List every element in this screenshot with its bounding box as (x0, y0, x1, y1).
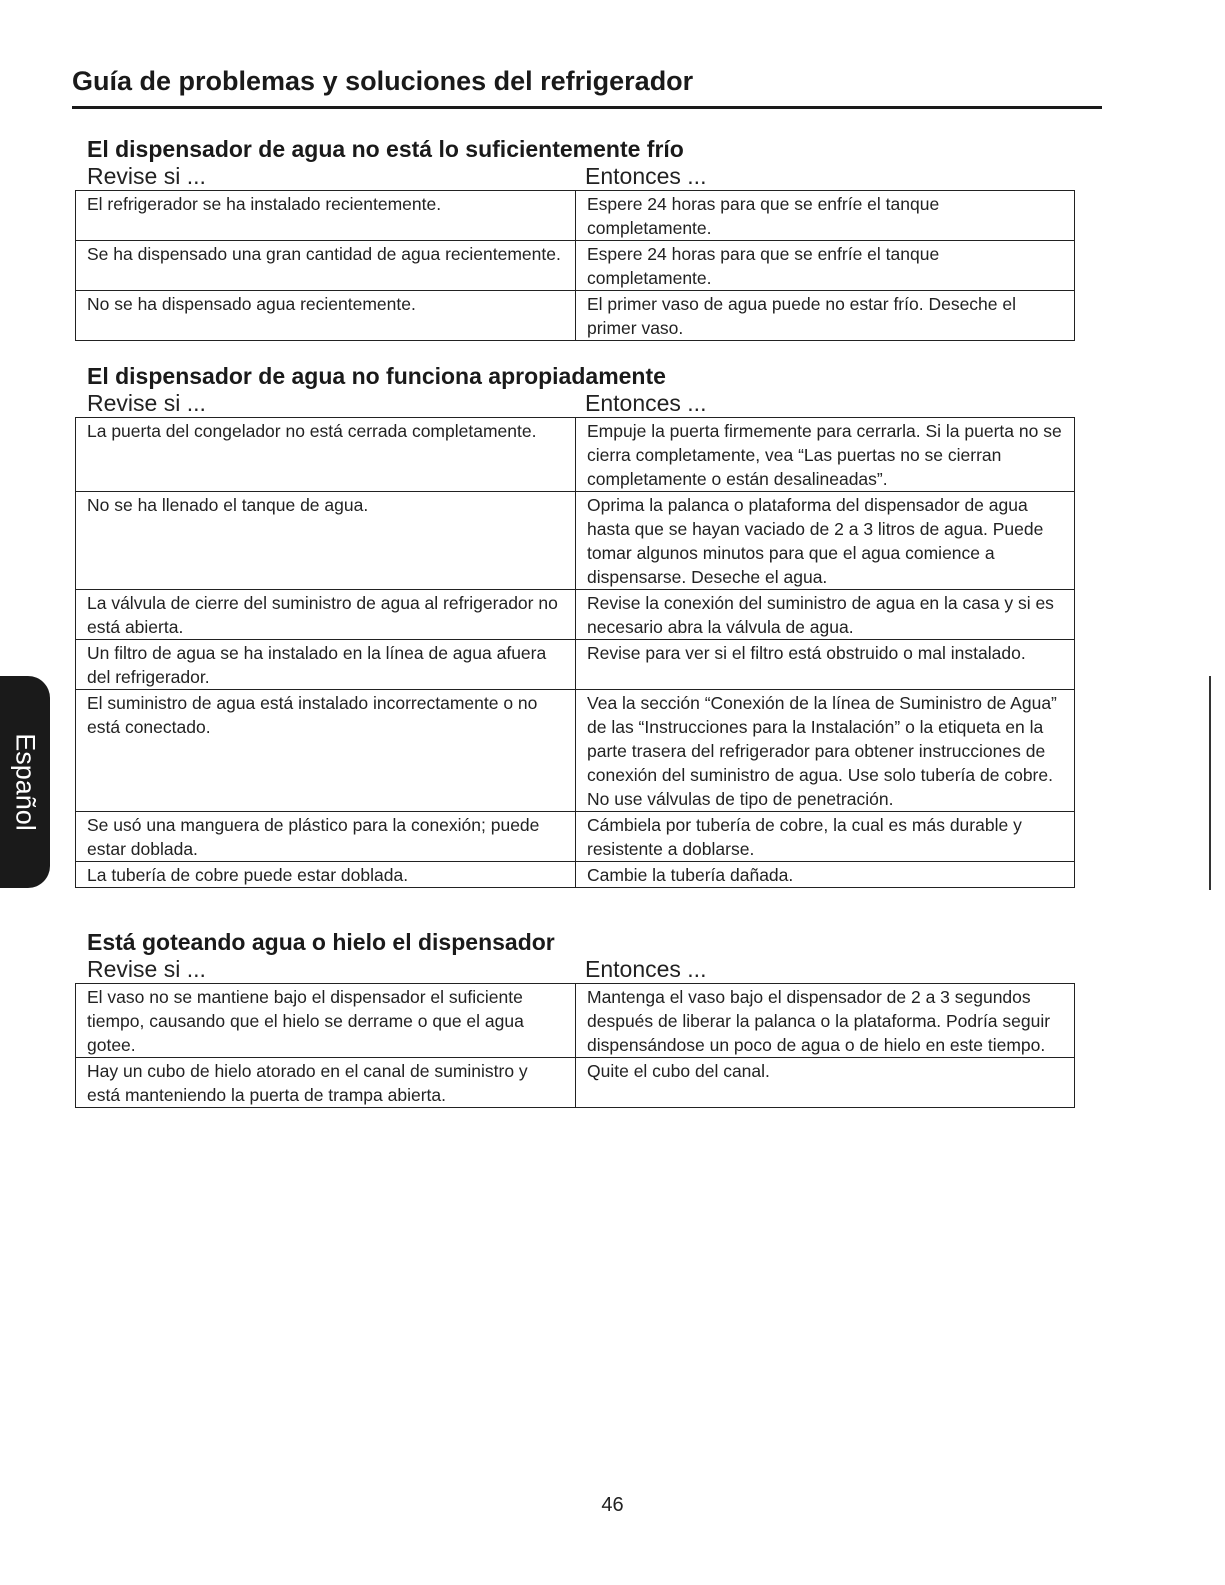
check-cell: Hay un cubo de hielo atorado en el canal de suministro y está manteniendo la puerta de trampa abierta. (76, 1058, 576, 1108)
section-not-working (75, 363, 1075, 888)
section-leaking (75, 929, 1075, 1108)
table-row (76, 241, 1075, 291)
table-row (76, 690, 1075, 812)
table-row (76, 1058, 1075, 1108)
page-title: Guía de problemas y soluciones del refrigerador (72, 66, 694, 96)
check-cell: La puerta del congelador no está cerrada completamente. (76, 418, 576, 492)
table-row (76, 418, 1075, 492)
title-rule (72, 106, 1102, 109)
column-header-solution: Entonces ... (585, 956, 707, 982)
column-header-check: Revise si ... (87, 390, 206, 416)
page-number: 46 (601, 1494, 624, 1516)
check-cell: No se ha dispensado agua recientemente. (76, 291, 576, 341)
table-row (76, 640, 1075, 690)
check-cell: El suministro de agua está instalado incorrectamente o no está conectado. (76, 690, 576, 812)
table-row (76, 812, 1075, 862)
solution-cell: Oprima la palanca o plataforma del dispensador de agua hasta que se hayan vaciado de 2 a 3 litros de agua. Puede tomar algunos minutos para que el agua comience a dispensarse. Deseche el agua. (576, 492, 1075, 590)
solution-cell: Mantenga el vaso bajo el dispensador de 2 a 3 segundos después de liberar la palanca o la plataforma. Podría seguir dispensándose un poco de agua o de hielo en este tiempo. (576, 984, 1075, 1058)
check-cell: La tubería de cobre puede estar doblada. (76, 862, 576, 888)
column-header-check: Revise si ... (87, 956, 206, 982)
solution-cell: Empuje la puerta firmemente para cerrarla. Si la puerta no se cierra completamente, vea “Las puertas no se cierran completamente o están desalineadas”. (576, 418, 1075, 492)
check-cell: Se ha dispensado una gran cantidad de agua recientemente. (76, 241, 576, 291)
section-heading: Está goteando agua o hielo el dispensador (87, 929, 555, 955)
check-cell: Se usó una manguera de plástico para la conexión; puede estar doblada. (76, 812, 576, 862)
check-cell: El refrigerador se ha instalado recientemente. (76, 191, 576, 241)
solution-cell: Espere 24 horas para que se enfríe el tanque completamente. (576, 241, 1075, 291)
check-cell: El vaso no se mantiene bajo el dispensador el suficiente tiempo, causando que el hielo se derrame o que el agua gotee. (76, 984, 576, 1058)
table-row (76, 590, 1075, 640)
table-row (76, 191, 1075, 241)
column-headers (75, 956, 1075, 983)
check-cell: Un filtro de agua se ha instalado en la línea de agua afuera del refrigerador. (76, 640, 576, 690)
troubleshooting-table (75, 417, 1075, 888)
solution-cell: Cambie la tubería dañada. (576, 862, 1075, 888)
solution-cell: Cámbiela por tubería de cobre, la cual es más durable y resistente a doblarse. (576, 812, 1075, 862)
solution-cell: Vea la sección “Conexión de la línea de Suministro de Agua” de las “Instrucciones para la Instalación” o la etiqueta en la parte trasera del refrigerador para obtener instrucciones de conexión del suministro de agua. Use solo tubería de cobre. No use válvulas de tipo de penetración. (576, 690, 1075, 812)
solution-cell: Espere 24 horas para que se enfríe el tanque completamente. (576, 191, 1075, 241)
table-row (76, 862, 1075, 888)
column-headers (75, 163, 1075, 190)
language-tab-label: Español (10, 733, 41, 831)
table-row (76, 291, 1075, 341)
section-heading: El dispensador de agua no funciona apropiadamente (87, 363, 666, 389)
troubleshooting-table (75, 190, 1075, 341)
solution-cell: Revise para ver si el filtro está obstruido o mal instalado. (576, 640, 1075, 690)
table-row (76, 492, 1075, 590)
section-not-cold (75, 136, 1075, 341)
solution-cell: Revise la conexión del suministro de agua en la casa y si es necesario abra la válvula de agua. (576, 590, 1075, 640)
solution-cell: Quite el cubo del canal. (576, 1058, 1075, 1108)
troubleshooting-table (75, 983, 1075, 1108)
solution-cell: El primer vaso de agua puede no estar frío. Deseche el primer vaso. (576, 291, 1075, 341)
check-cell: La válvula de cierre del suministro de agua al refrigerador no está abierta. (76, 590, 576, 640)
section-heading: El dispensador de agua no está lo suficientemente frío (87, 136, 684, 162)
column-header-solution: Entonces ... (585, 163, 707, 189)
language-side-tab (0, 676, 50, 888)
check-cell: No se ha llenado el tanque de agua. (76, 492, 576, 590)
edge-mark (1209, 676, 1211, 890)
column-header-solution: Entonces ... (585, 390, 707, 416)
column-headers (75, 390, 1075, 417)
column-header-check: Revise si ... (87, 163, 206, 189)
table-row (76, 984, 1075, 1058)
